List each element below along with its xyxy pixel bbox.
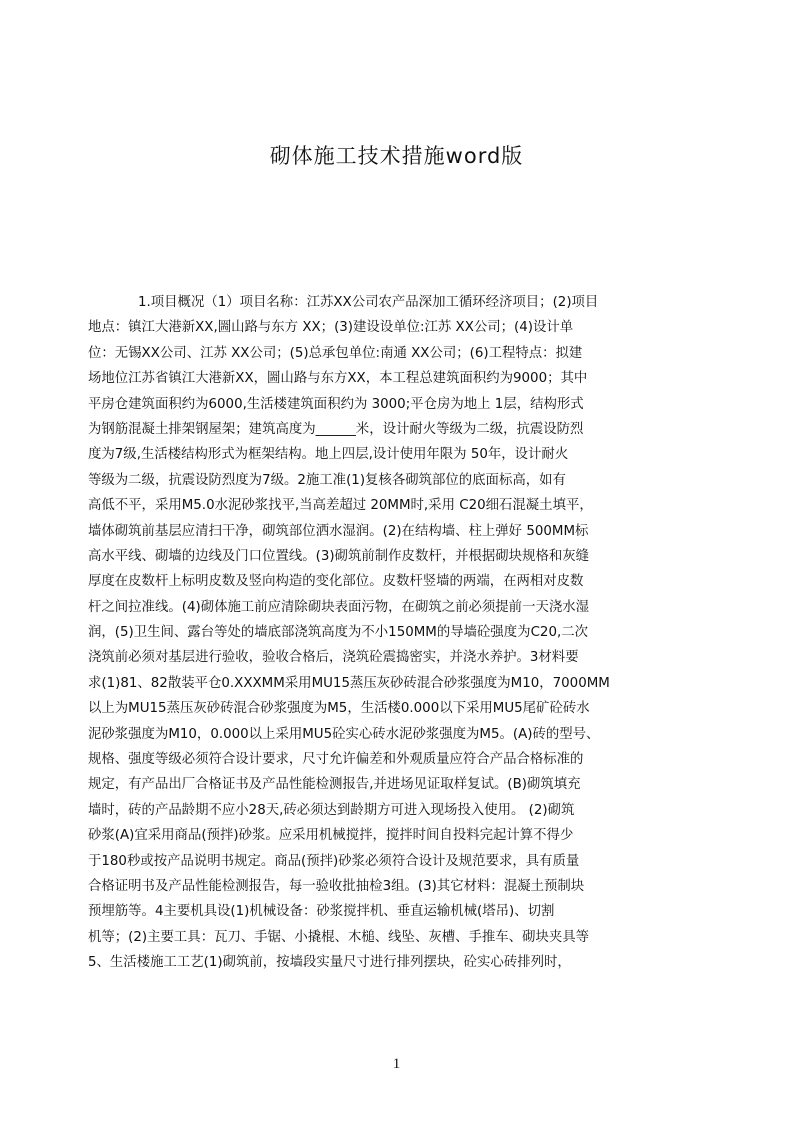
body-line: 等级为二级，抗震设防烈度为7级。2施工准(1)复核各砌筑部位的底面标高，如有 <box>88 472 566 488</box>
body-line: 平房仓建筑面积约为6000,生活楼建筑面积约为 3000;平仓房为地上 1层，结构形式 <box>88 396 584 412</box>
body-line: 位：无锡XX公司、江苏 XX公司；(5)总承包单位:南通 XX公司；(6)工程特点：拟建 <box>88 345 583 361</box>
body-line: 杆之间拉准线。(4)砌体施工前应清除砌块表面污物，在砌筑之前必须提前一天浇水湿 <box>88 599 590 615</box>
body-line: 砂浆(A)宜采用商品(预拌)砂浆。应采用机械搅拌，搅拌时间自投料完起计算不得少 <box>88 828 574 844</box>
body-line: 高低不平，采用M5.0水泥砂浆找平,当高差超过 20MM时,采用 C20细石混凝土填平， <box>88 498 593 514</box>
document-title: 砌体施工技术措施word版 <box>269 144 524 168</box>
body-line: 合格证明书及产品性能检测报告，每一验收批抽检3组。(3)其它材料：混凝土预制块 <box>88 878 585 894</box>
body-line: 以上为MU15蒸压灰砂砖混合砂浆强度为M5，生活楼0.000以下采用MU5尾矿砼砖水 <box>88 701 590 717</box>
body-line: 场地位江苏省镇江大港新XX，圌山路与东方XX，本工程总建筑面积约为9000；其中 <box>88 371 588 387</box>
body-line: 地点：镇江大港新XX,圌山路与东方 XX；(3)建设设单位:江苏 XX公司；(4)设计单 <box>88 320 574 336</box>
body-line: 机等；(2)主要工具：瓦刀、手锯、小撬棍、木槌、线坠、灰槽、手推车、砌块夹具等 <box>88 929 590 945</box>
body-line: 润，(5)卫生间、露台等处的墙底部浇筑高度为不小150MM的导墙砼强度为C20,二次 <box>88 625 588 641</box>
body-line: 5、生活楼施工工艺(1)砌筑前，按墙段实量尺寸进行排列摆块，砼实心砖排列时， <box>88 955 571 971</box>
body-line: 规定，有产品出厂合格证书及产品性能检测报告,并进场见证取样复试。(B)砌筑填充 <box>88 777 581 793</box>
body-line: 浇筑前必须对基层进行验收，验收合格后，浇筑砼震捣密实，并浇水养护。3材料要 <box>88 650 579 666</box>
body-line: 墙体砌筑前基层应清扫干净，砌筑部位洒水湿润。(2)在结构墙、柱上弹好 500MM标 <box>88 523 589 539</box>
document-body <box>88 290 698 976</box>
body-line: 厚度在皮数杆上标明皮数及竖向构造的变化部位。皮数杆竖墙的两端，在两相对皮数 <box>88 574 584 590</box>
body-line: 求(1)81、82散装平仓0.XXXMM采用MU15蒸压灰砂砖混合砂浆强度为M10，7000MM <box>88 675 610 691</box>
body-line: 规格、强度等级必须符合设计要求，尺寸允许偏差和外观质量应符合产品合格标准的 <box>88 752 584 768</box>
page-number: 1 <box>392 1056 401 1072</box>
body-line: 预埋筋等。4主要机具设(1)机械设备：砂浆搅拌机、垂直运输机械(塔吊)、切割 <box>88 904 555 920</box>
body-line: 墙时，砖的产品龄期不应小28天,砖必须达到龄期方可进入现场投入使用。 (2)砌筑 <box>88 802 575 818</box>
body-line: 1.项目概况（1）项目名称：江苏XX公司农产品深加工循环经济项目；(2)项目 <box>138 295 599 310</box>
body-line: 高水平线、砌墙的边线及门口位置线。(3)砌筑前制作皮数杆，并根据砌块规格和灰缝 <box>88 548 590 564</box>
body-line: 度为7级,生活楼结构形式为框架结构。地上四层,设计使用年限为 50年，设计耐火 <box>88 447 569 463</box>
body-line: 于180秒或按产品说明书规定。商品(预拌)砂浆必须符合设计及规范要求，具有质量 <box>88 853 580 869</box>
body-line: 泥砂浆强度为M10，0.000以上采用MU5砼实心砖水泥砂浆强度为M5。(A)砖的型号、 <box>88 726 600 742</box>
body-line: 为钢筋混凝土排架钢屋架；建筑高度为______米，设计耐火等级为二级，抗震设防烈 <box>88 421 584 437</box>
